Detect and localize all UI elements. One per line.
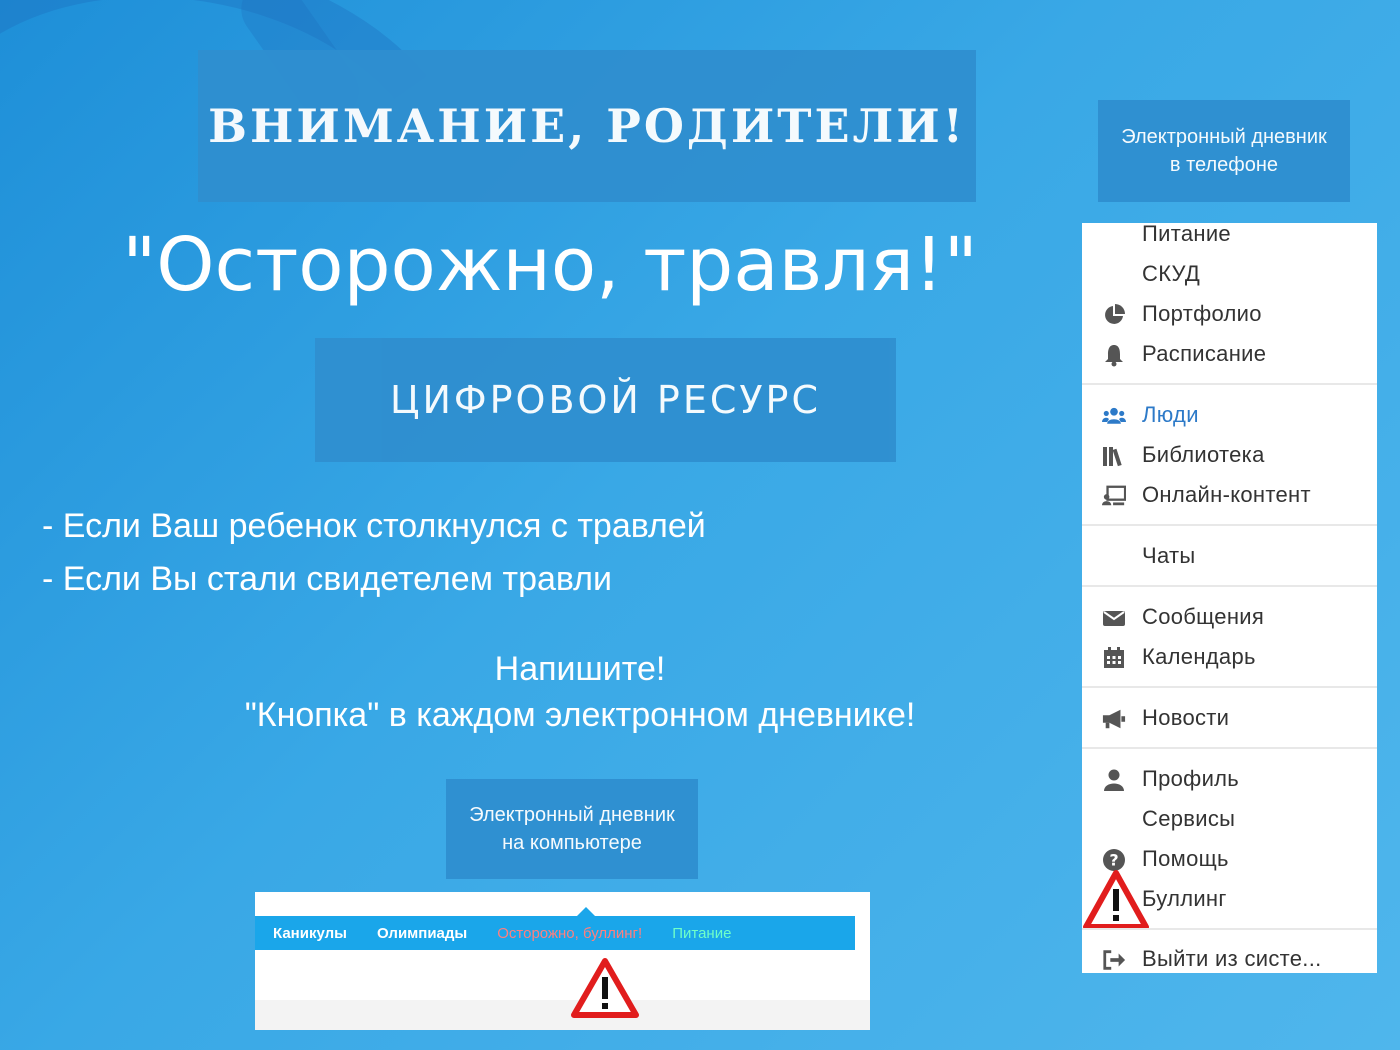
menu-divider (1082, 524, 1377, 526)
nav-pointer (577, 907, 595, 916)
menu-item-news[interactable] (1082, 698, 1377, 738)
menu-item-access[interactable] (1082, 254, 1377, 294)
menu-item-label: Онлайн-контент (1142, 482, 1311, 507)
menu-item-schedule[interactable] (1082, 334, 1377, 374)
pc-nav-bar (255, 916, 855, 950)
bullet-item: - Если Ваш ребенок столкнулся с травлей (42, 507, 706, 545)
menu-item-label: Новости (1142, 705, 1230, 730)
svg-text:?: ? (1109, 850, 1119, 870)
menu-item-food[interactable] (1082, 223, 1377, 254)
menu-divider (1082, 585, 1377, 587)
menu-item-label: Люди (1142, 402, 1199, 427)
envelope-icon (1102, 606, 1126, 630)
resource-label: ЦИФРОВОЙ РЕСУРС (389, 378, 821, 422)
menu-item-label: Портфолио (1142, 301, 1262, 326)
bell-icon (1102, 343, 1126, 367)
bullet-item: - Если Вы стали свидетелем травли (42, 560, 612, 598)
menu-item-online-content[interactable] (1082, 475, 1377, 515)
menu-item-portfolio[interactable] (1082, 294, 1377, 334)
menu-item-label: Библиотека (1142, 442, 1265, 467)
menu-item-label: Расписание (1142, 341, 1267, 366)
menu-item-logout[interactable] (1082, 939, 1377, 973)
menu-item-label: Профиль (1142, 766, 1240, 791)
headline: "Осторожно, травля!" (122, 222, 978, 308)
menu-item-label: Календарь (1142, 644, 1256, 669)
pc-top-strip (255, 892, 855, 916)
menu-item-label: Помощь (1142, 846, 1229, 871)
pc-content-area (255, 950, 855, 1000)
nav-item-olympiads[interactable]: Олимпиады (376, 924, 468, 942)
nav-item-food[interactable]: Питание (672, 924, 732, 942)
call-to-action-line2: "Кнопка" в каждом электронном дневнике! (244, 696, 916, 734)
pc-bottom-area (255, 1000, 870, 1030)
pc-diary-screenshot (255, 892, 870, 1030)
logout-icon (1102, 948, 1126, 972)
menu-item-label: СКУД (1142, 261, 1201, 286)
pie-chart-icon (1102, 303, 1126, 327)
screen-icon (1102, 484, 1126, 508)
menu-item-calendar[interactable] (1082, 637, 1377, 677)
nav-item-holidays[interactable]: Каникулы (273, 924, 347, 942)
menu-divider (1082, 686, 1377, 688)
people-icon (1102, 404, 1126, 428)
call-to-action-line1: Напишите! (494, 650, 666, 688)
megaphone-icon (1102, 707, 1126, 731)
menu-divider (1082, 928, 1377, 930)
pc-banner-line2: на компьютере (502, 832, 642, 854)
resource-banner (315, 338, 896, 462)
pc-banner-line1: Электронный дневник (469, 804, 675, 826)
phone-menu (1082, 223, 1377, 973)
menu-item-label: Чаты (1142, 543, 1196, 568)
page-title: ВНИМАНИЕ, РОДИТЕЛИ! (208, 99, 966, 153)
menu-divider (1082, 747, 1377, 749)
menu-item-people[interactable] (1082, 395, 1377, 435)
library-icon (1102, 444, 1126, 468)
menu-item-messages[interactable] (1082, 597, 1377, 637)
user-icon (1102, 768, 1126, 792)
menu-item-library[interactable] (1082, 435, 1377, 475)
menu-item-label: Буллинг (1142, 886, 1227, 911)
phone-banner-line2: в телефоне (1169, 154, 1279, 176)
menu-item-label: Питание (1142, 223, 1231, 246)
warning-icon (570, 957, 640, 1019)
calendar-icon (1102, 646, 1126, 670)
warning-icon (1082, 869, 1150, 931)
menu-item-label: Сообщения (1142, 604, 1265, 629)
phone-diary-banner (1098, 100, 1350, 202)
title-banner (198, 50, 976, 202)
menu-item-profile[interactable] (1082, 759, 1377, 799)
menu-item-label: Выйти из систе... (1142, 946, 1322, 971)
menu-item-label: Сервисы (1142, 806, 1236, 831)
pc-diary-banner (446, 779, 698, 879)
nav-item-bullying[interactable]: Осторожно, буллинг! (497, 924, 643, 942)
phone-banner-line1: Электронный дневник (1121, 126, 1327, 148)
menu-item-chats[interactable] (1082, 536, 1377, 576)
bullet-list (42, 500, 706, 606)
menu-divider (1082, 383, 1377, 385)
menu-item-services[interactable] (1082, 799, 1377, 839)
